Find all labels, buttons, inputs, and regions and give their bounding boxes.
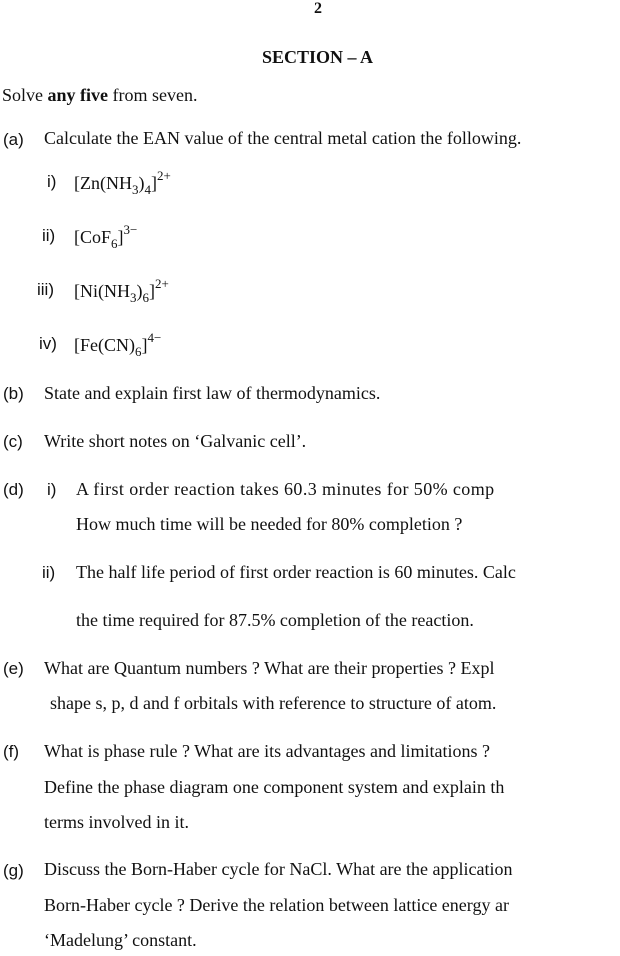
question-d-ii-label: ii)	[42, 563, 56, 582]
instruction	[2, 85, 198, 106]
question-d-i-line2: How much time will be needed for 80% completion ?	[76, 514, 463, 534]
question-d-label: (d)	[3, 480, 24, 499]
question-b-text: State and explain first law of thermodynamics.	[44, 383, 381, 403]
formula-co: $[CoF_6]^{3-}$	[74, 222, 138, 251]
question-g-line1: Discuss the Born-Haber cycle for NaCl. What are the application	[44, 859, 513, 879]
question-f-line3: terms involved in it.	[44, 812, 189, 832]
question-f-line1: What is phase rule ? What are its advantages and limitations ?	[44, 741, 491, 761]
question-f-label: (f)	[3, 742, 20, 761]
page-number: 2	[314, 0, 322, 17]
question-g-label: (g)	[3, 861, 24, 880]
question-a-text: Calculate the EAN value of the central metal cation the following.	[44, 128, 522, 148]
question-e-line2: shape s, p, d and f orbitals with reference to structure of atom.	[50, 693, 497, 713]
question-e-label: (e)	[3, 659, 24, 678]
question-g-line3: ‘Madelung’ constant.	[44, 930, 197, 950]
question-g-line2: Born-Haber cycle ? Derive the relation between lattice energy ar	[44, 895, 509, 915]
formula-fe: $[Fe(CN)_6]^{4-}$	[74, 330, 162, 359]
question-c-text: Write short notes on ‘Galvanic cell’.	[44, 431, 307, 451]
question-d-ii-line2: the time required for 87.5% completion of the reaction.	[76, 610, 474, 630]
question-e-line1: What are Quantum numbers ? What are their properties ? Expl	[44, 658, 495, 678]
section-title: SECTION – A	[262, 47, 374, 67]
question-a-label: (a)	[3, 130, 24, 149]
item-label: i)	[47, 172, 57, 191]
item-label: ii)	[42, 226, 56, 245]
item-label: iv)	[39, 334, 57, 353]
question-b-label: (b)	[3, 384, 24, 403]
instruction-pre: Solve	[2, 85, 48, 105]
formula-zn: $[Zn(NH_3)_4]^{2+}$	[74, 168, 171, 197]
question-d-i-line1: A first order reaction takes 60.3 minutes for 50% comp	[76, 479, 495, 499]
question-d-i-label: i)	[47, 480, 57, 499]
question-d-ii-line1: The half life period of first order reaction is 60 minutes. Calc	[76, 562, 516, 582]
question-c-label: (c)	[3, 432, 23, 451]
instruction-post: from seven.	[108, 85, 198, 105]
formula-ni: $[Ni(NH_3)_6]^{2+}$	[74, 276, 169, 305]
question-f-line2: Define the phase diagram one component system and explain th	[44, 777, 505, 797]
instruction-emphasis: any five	[47, 85, 109, 105]
item-label: iii)	[37, 280, 54, 299]
